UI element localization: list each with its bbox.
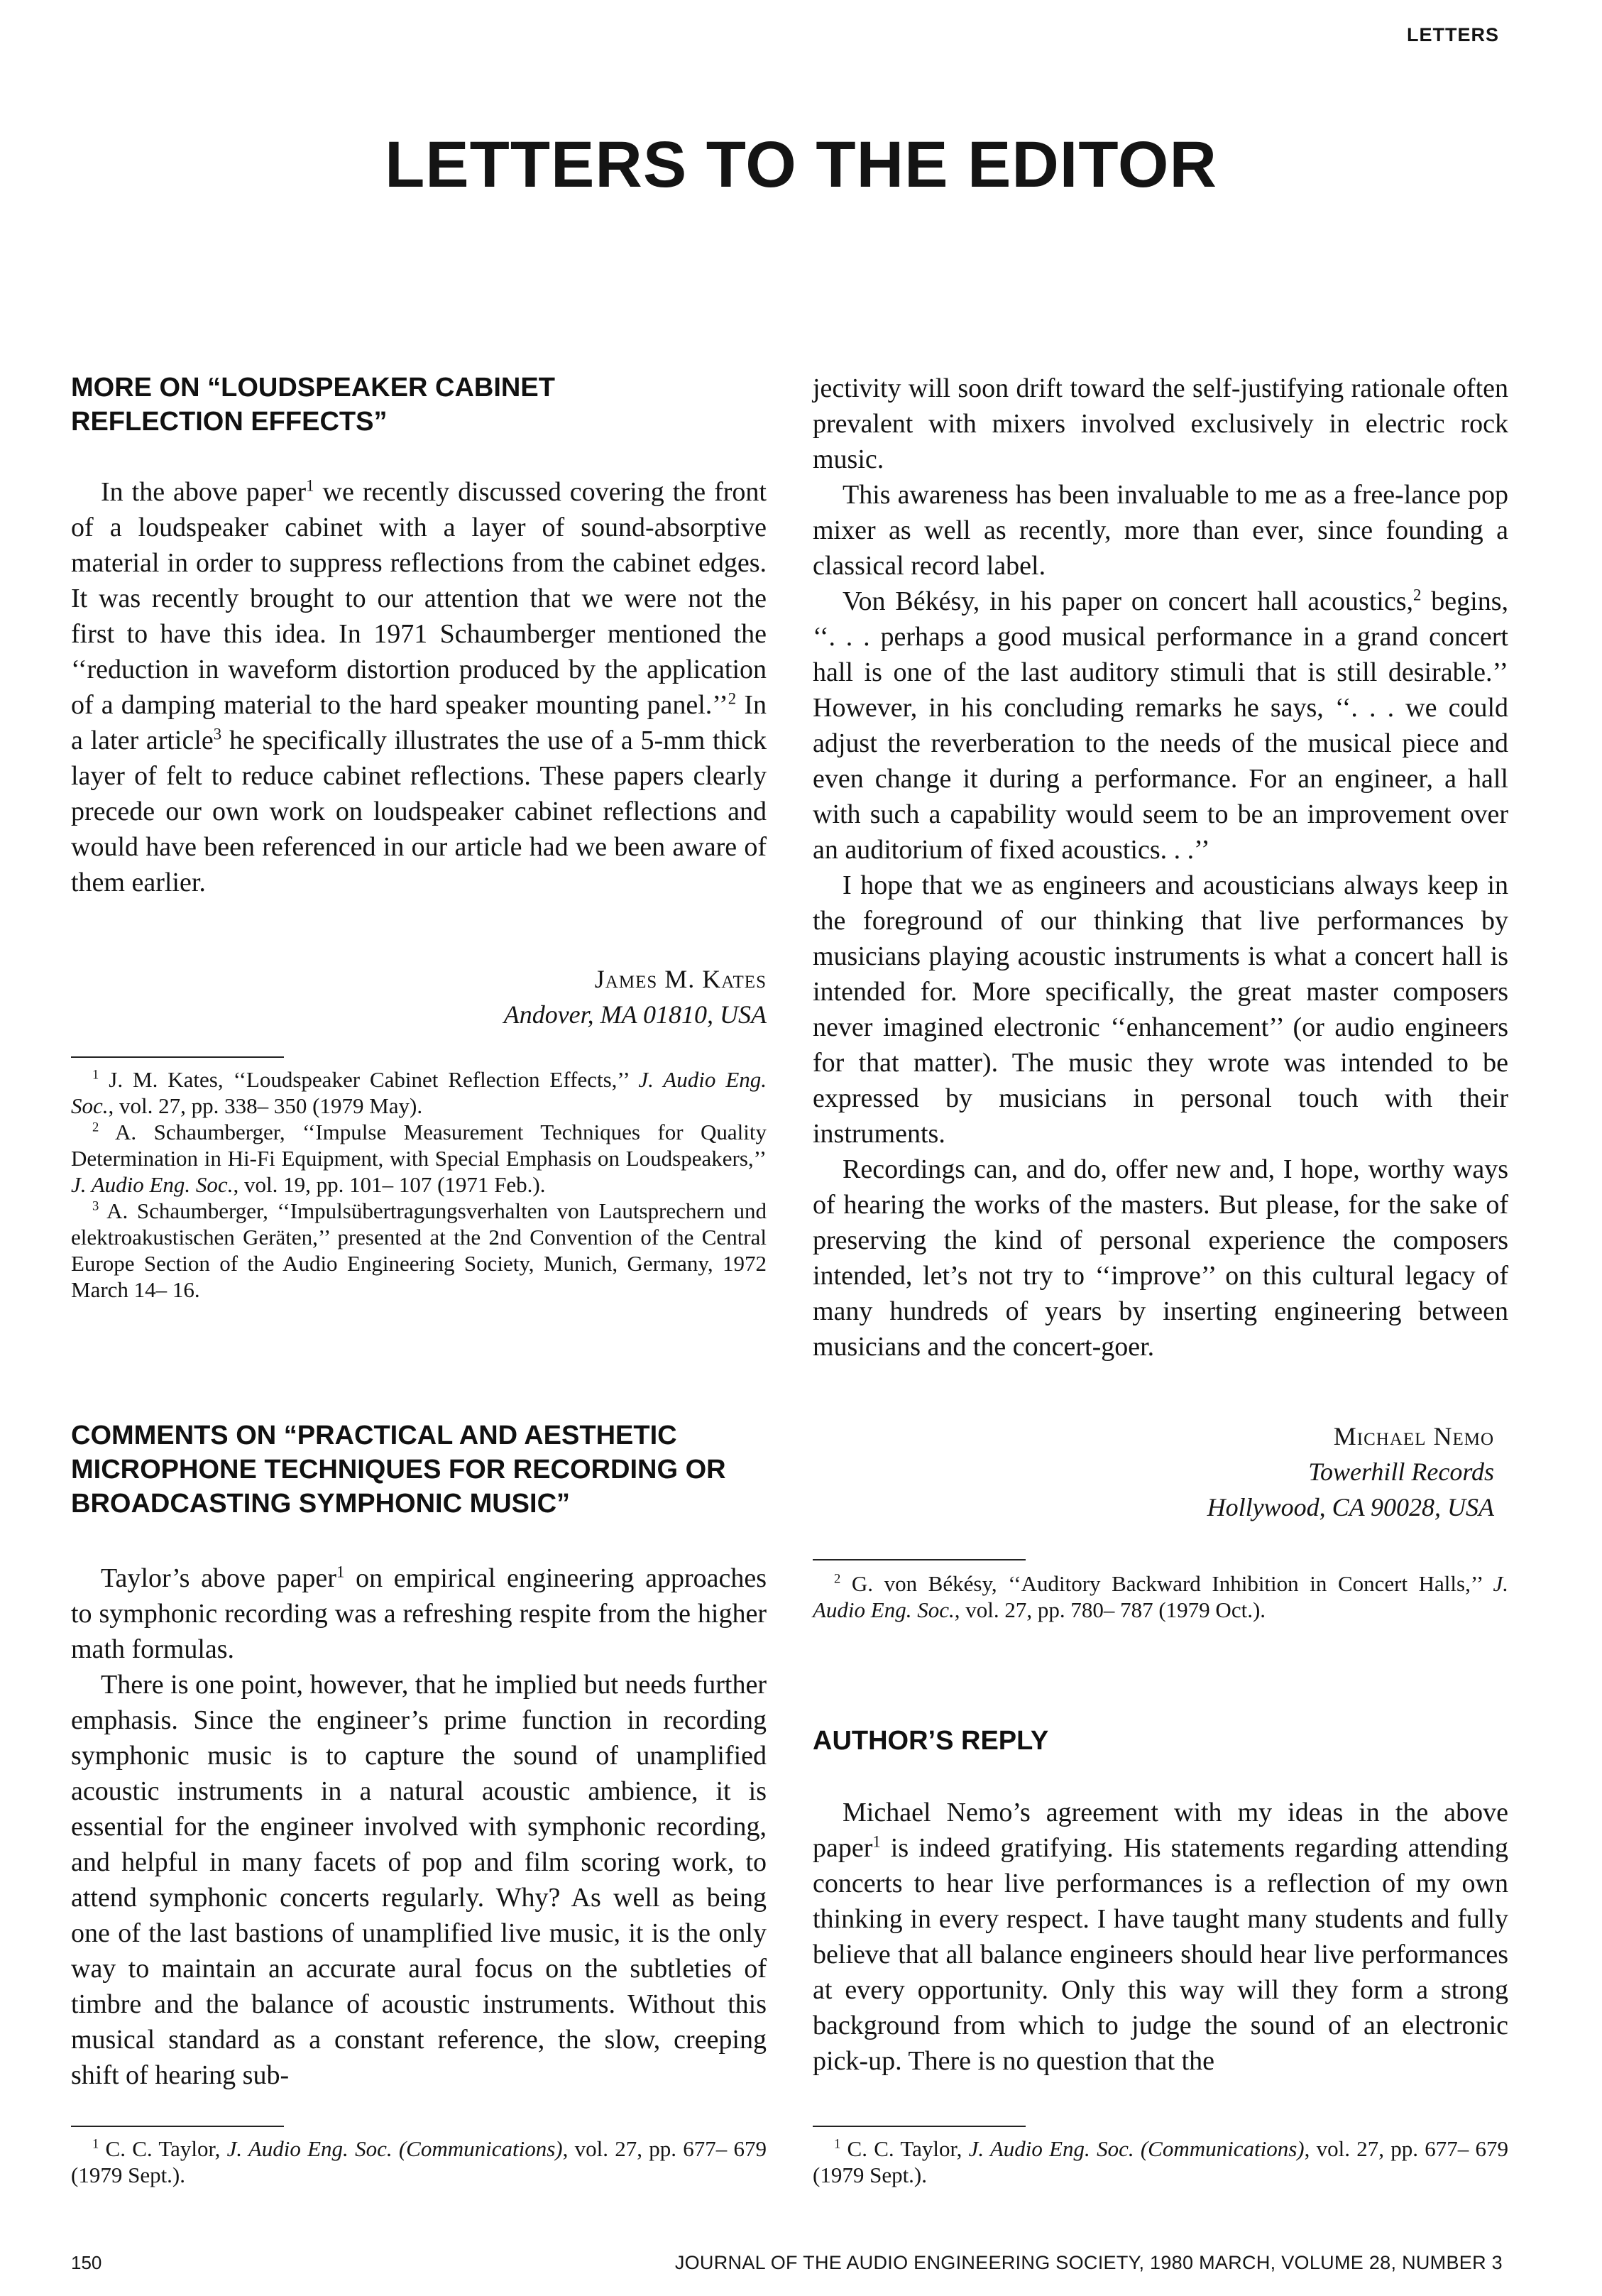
letter1-paragraph-1: In the above paper$^1$ we recently discussed covering the front of a loudspeaker cabinet with a layer of sound-absorptive material in order to suppress reflections from the cabinet edges. It was recently brought to our attention that we were not the first to have this idea. In 1971 Schaumberger mentioned the ‘‘reduction in waveform distortion produced by the application of a damping material to the hard speaker mounting panel.’’$^2$ In a later article$^3$ he specifically illustrates the use of a 5-mm thick layer of felt to reduce cabinet reflections. These papers clearly precede our own work on loudspeaker cabinet reflections and would have been referenced in our article had we been aware of them earlier. (71, 476, 767, 897)
letter2-paragraph-3: This awareness has been invaluable to me as a free-lance pop mixer as well as recently, more than ever, since founding a classical record label. (813, 480, 1508, 581)
letter2-author-place: Hollywood, CA 90028, USA (1207, 1493, 1494, 1521)
letter2-footnote-1: $^1$ C. C. Taylor, J. Audio Eng. Soc. (Communications), vol. 27, pp. 677– 679 (1979 Sept.). (71, 2136, 767, 2187)
letter2-paragraph-2: There is one point, however, that he implied but needs further emphasis. Since the engineer’s prime function in recording symphonic music is to capture the sound of unamplified acoustic instruments in a natural acoustic ambience, it is essential for the engineer involved with symphonic recording, and helpful in many facets of pop and film scoring work, to attend symphonic concerts regularly. Why? As well as being one of the last bastions of unamplified live music, it is the only way to maintain an accurate aural focus on the subtleties of timbre and the balance of acoustic instruments. Without this musical standard as a constant reference, the slow, creeping shift of hearing sub- (71, 1670, 767, 2090)
letter2-footnote-2-rule (813, 1559, 1026, 1560)
letter2-paragraph-1: Taylor’s above paper$^1$ on empirical engineering approaches to symphonic recording was a refreshing respite from the higher math formulas. (71, 1563, 767, 1664)
reply-footnote-rule (813, 2126, 1026, 2127)
letter1-signature (71, 961, 767, 1032)
reply-footnote-block (813, 2136, 1508, 2188)
letter1-heading: MORE ON “LOUDSPEAKER CABINET REFLECTION EFFECTS” (71, 373, 555, 437)
letter2-footnote-1-block (71, 2136, 767, 2188)
journal-footer: JOURNAL OF THE AUDIO ENGINEERING SOCIETY, 1980 MARCH, VOLUME 28, NUMBER 3 (674, 2252, 1503, 2273)
letter2-paragraph-4: Von Békésy, in his paper on concert hall acoustics,$^2$ begins, ‘‘. . . perhaps a good musical performance in a grand concert hall is one of the last auditory stimuli that is still desirable.’’ However, in his concluding remarks he says, ‘‘. . . we could adjust the reverberation to the needs of the musical piece and even change it during a performance. For an engineer, a hall with such a capability would seem to be an improvement over an auditorium of fixed acoustics. . .’’ (813, 586, 1508, 865)
letter2-footnote-2-block (813, 1570, 1508, 1623)
letter1-footnote-rule (71, 1056, 284, 1058)
letter2-footnote-2: $^2$ G. von Békésy, ‘‘Auditory Backward Inhibition in Concert Halls,’’ J. Audio Eng. Soc., vol. 27, pp. 780– 787 (1979 Oct.). (813, 1571, 1508, 1622)
letter2-signature (813, 1418, 1494, 1525)
letter1-footnote-2: $^2$ A. Schaumberger, ‘‘Impulse Measurement Techniques for Quality Determination in Hi-Fi Equipment, with Special Emphasis on Loudspeakers,’’ J. Audio Eng. Soc., vol. 19, pp. 101– 107 (1971 Feb.). (71, 1120, 767, 1197)
letter2-body-left (71, 1560, 767, 2093)
letter2-paragraph-6: Recordings can, and do, offer new and, I hope, worthy ways of hearing the works of the masters. But please, for the sake of preserving the kind of personal experience the composers intended, let’s not try to ‘‘improve’’ on this cultural legacy of many hundreds of years by inserting engineering between musicians and the concert-goer. (813, 1154, 1508, 1362)
letter1-author-name: James M. Kates (594, 965, 767, 993)
letter2-author-company: Towerhill Records (1308, 1458, 1494, 1486)
page-number: 150 (71, 2252, 102, 2273)
letter2-body-right (813, 371, 1508, 1365)
reply-body (813, 1795, 1508, 2079)
letter1-footnotes (71, 1066, 767, 1303)
page-title: LETTERS TO THE EDITOR (385, 129, 1217, 201)
letter1-footnote-3: $^3$ A. Schaumberger, ‘‘Impulsübertragungsverhalten von Lautsprechern und elektroakustischen Geräten,’’ presented at the 2nd Convention of the Central Europe Section of the Audio Engineering Society, Munich, Germany, 1972 March 14– 16. (71, 1198, 767, 1302)
letter2-paragraph-5: I hope that we as engineers and acousticians always keep in the foreground of our thinking that live performances by musicians playing acoustic instruments is what a concert hall is intended for. More specifically, the great master composers never imagined electronic ‘‘enhancement’’ (or audio engineers for that matter). The music they wrote was intended to be expressed by musicians in personal touch with their instruments. (813, 870, 1508, 1149)
letter2-heading: COMMENTS ON “PRACTICAL AND AESTHETIC MICROPHONE TECHNIQUES FOR RECORDING OR BROADCASTING SYMPHONIC MUSIC” (71, 1421, 726, 1519)
letter2-author-name: Michael Nemo (1333, 1422, 1494, 1450)
letter1-footnote-1: $^1$ J. M. Kates, ‘‘Loudspeaker Cabinet Reflection Effects,’’ J. Audio Eng. Soc., vol. 27, pp. 338– 350 (1979 May). (71, 1067, 767, 1118)
reply-footnote-1: $^1$ C. C. Taylor, J. Audio Eng. Soc. (Communications), vol. 27, pp. 677– 679 (1979 Sept.). (813, 2136, 1508, 2187)
running-head: LETTERS (1406, 24, 1499, 45)
letter1-author-place: Andover, MA 01810, USA (503, 1000, 767, 1029)
letter2-paragraph-2-continued: jectivity will soon drift toward the self-justifying rationale often prevalent with mixers involved exclusively in electric rock music. (813, 373, 1508, 474)
letter1-body (71, 474, 767, 900)
reply-paragraph-1: Michael Nemo’s agreement with my ideas in the above paper$^1$ is indeed gratifying. His statements regarding attending concerts to hear live performances is a reflection of my own thinking in every respect. I have taught many students and fully believe that all balance engineers should hear live performances at every opportunity. Only this way will they form a strong background from which to judge the sound of an electronic pick-up. There is no question that the (813, 1798, 1508, 2076)
reply-heading: AUTHOR’S REPLY (813, 1726, 1049, 1756)
letter2-footnote-rule (71, 2126, 284, 2127)
